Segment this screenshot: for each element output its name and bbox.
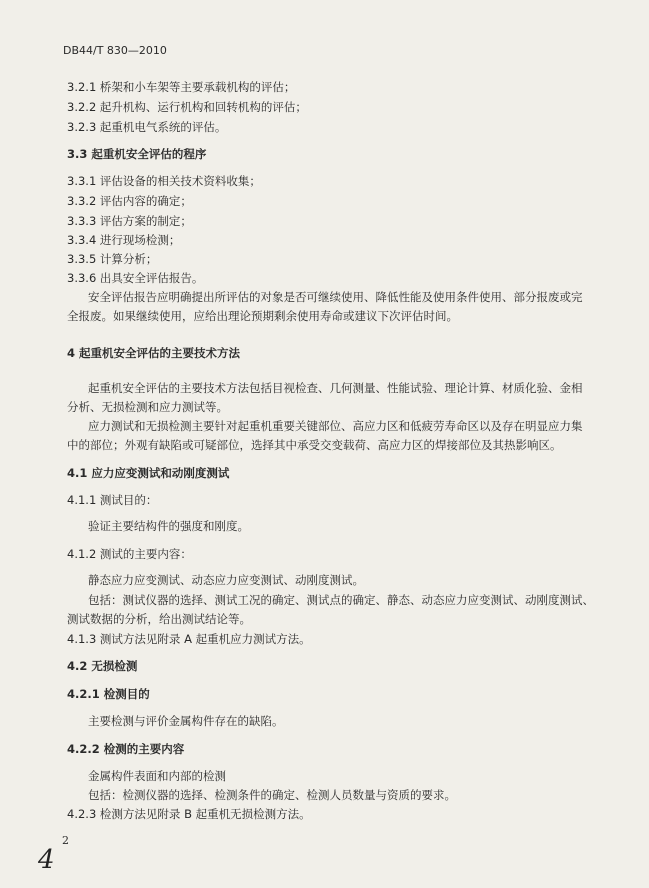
paragraph-4-2-1: 主要检测与评价金属构件存在的缺陷。 xyxy=(88,714,284,728)
clause-3-2-2: 3.2.2 起升机构、运行机构和回转机构的评估； xyxy=(67,100,307,114)
page-number: 2 xyxy=(62,834,69,847)
paragraph-4-1-2-b-line-2: 测试数据的分析，给出测试结论等。 xyxy=(67,612,251,626)
section-heading-4: 4 起重机安全评估的主要技术方法 xyxy=(67,346,241,360)
clause-3-3-5: 3.3.5 计算分析； xyxy=(67,252,158,266)
paragraph-4-1-2-b-line-1: 包括：测试仪器的选择、测试工况的确定、测试点的确定、静态、动态应力应变测试、动刚度测试、 xyxy=(88,593,594,607)
clause-4-2-1: 4.2.1 检测目的 xyxy=(67,687,150,701)
clause-3-2-1: 3.2.1 桥架和小车架等主要承载机构的评估； xyxy=(67,80,296,94)
section-heading-3-3: 3.3 起重机安全评估的程序 xyxy=(67,147,207,161)
clause-3-3-6: 3.3.6 出具安全评估报告。 xyxy=(67,271,204,285)
clause-4-1-2: 4.1.2 测试的主要内容： xyxy=(67,547,192,561)
paragraph-report-line-1: 安全评估报告应明确提出所评估的对象是否可继续使用、降低性能及使用条件使用、部分报废或完 xyxy=(88,290,583,304)
paragraph-stress-line-1: 应力测试和无损检测主要针对起重机重要关键部位、高应力区和低疲劳寿命区以及存在明显应力集 xyxy=(88,419,583,433)
paragraph-methods-line-2: 分析、无损检测和应力测试等。 xyxy=(67,400,228,414)
document-header-id: DB44/T 830—2010 xyxy=(63,44,167,57)
paragraph-4-2-2-b: 包括：检测仪器的选择、检测条件的确定、检测人员数量与资质的要求。 xyxy=(88,788,456,802)
paragraph-4-1-1: 验证主要结构件的强度和刚度。 xyxy=(88,519,249,533)
paragraph-4-1-2-a: 静态应力应变测试、动态应力应变测试、动刚度测试。 xyxy=(88,573,364,587)
section-heading-4-1: 4.1 应力应变测试和动刚度测试 xyxy=(67,466,230,480)
clause-3-3-1: 3.3.1 评估设备的相关技术资料收集； xyxy=(67,174,261,188)
clause-3-3-3: 3.3.3 评估方案的制定； xyxy=(67,214,192,228)
clause-4-2-2: 4.2.2 检测的主要内容 xyxy=(67,742,185,756)
clause-3-2-3: 3.2.3 起重机电气系统的评估。 xyxy=(67,120,227,134)
handwritten-mark: 4 xyxy=(38,845,55,875)
paragraph-report-line-2: 全报废。如果继续使用，应给出理论预期剩余使用寿命或建议下次评估时间。 xyxy=(67,309,458,323)
section-heading-4-2: 4.2 无损检测 xyxy=(67,659,138,673)
clause-3-3-2: 3.3.2 评估内容的确定； xyxy=(67,194,192,208)
paragraph-stress-line-2: 中的部位；外观有缺陷或可疑部位，选择其中承受交变载荷、高应力区的焊接部位及其热影响区。 xyxy=(67,438,562,452)
clause-4-2-3: 4.2.3 检测方法见附录 B 起重机无损检测方法。 xyxy=(67,807,311,821)
clause-3-3-4: 3.3.4 进行现场检测； xyxy=(67,233,181,247)
paragraph-methods-line-1: 起重机安全评估的主要技术方法包括目视检查、几何测量、性能试验、理论计算、材质化验、金相 xyxy=(88,381,583,395)
paragraph-4-2-2-a: 金属构件表面和内部的检测 xyxy=(88,769,226,783)
clause-4-1-3: 4.1.3 测试方法见附录 A 起重机应力测试方法。 xyxy=(67,632,311,646)
clause-4-1-1: 4.1.1 测试目的： xyxy=(67,493,158,507)
